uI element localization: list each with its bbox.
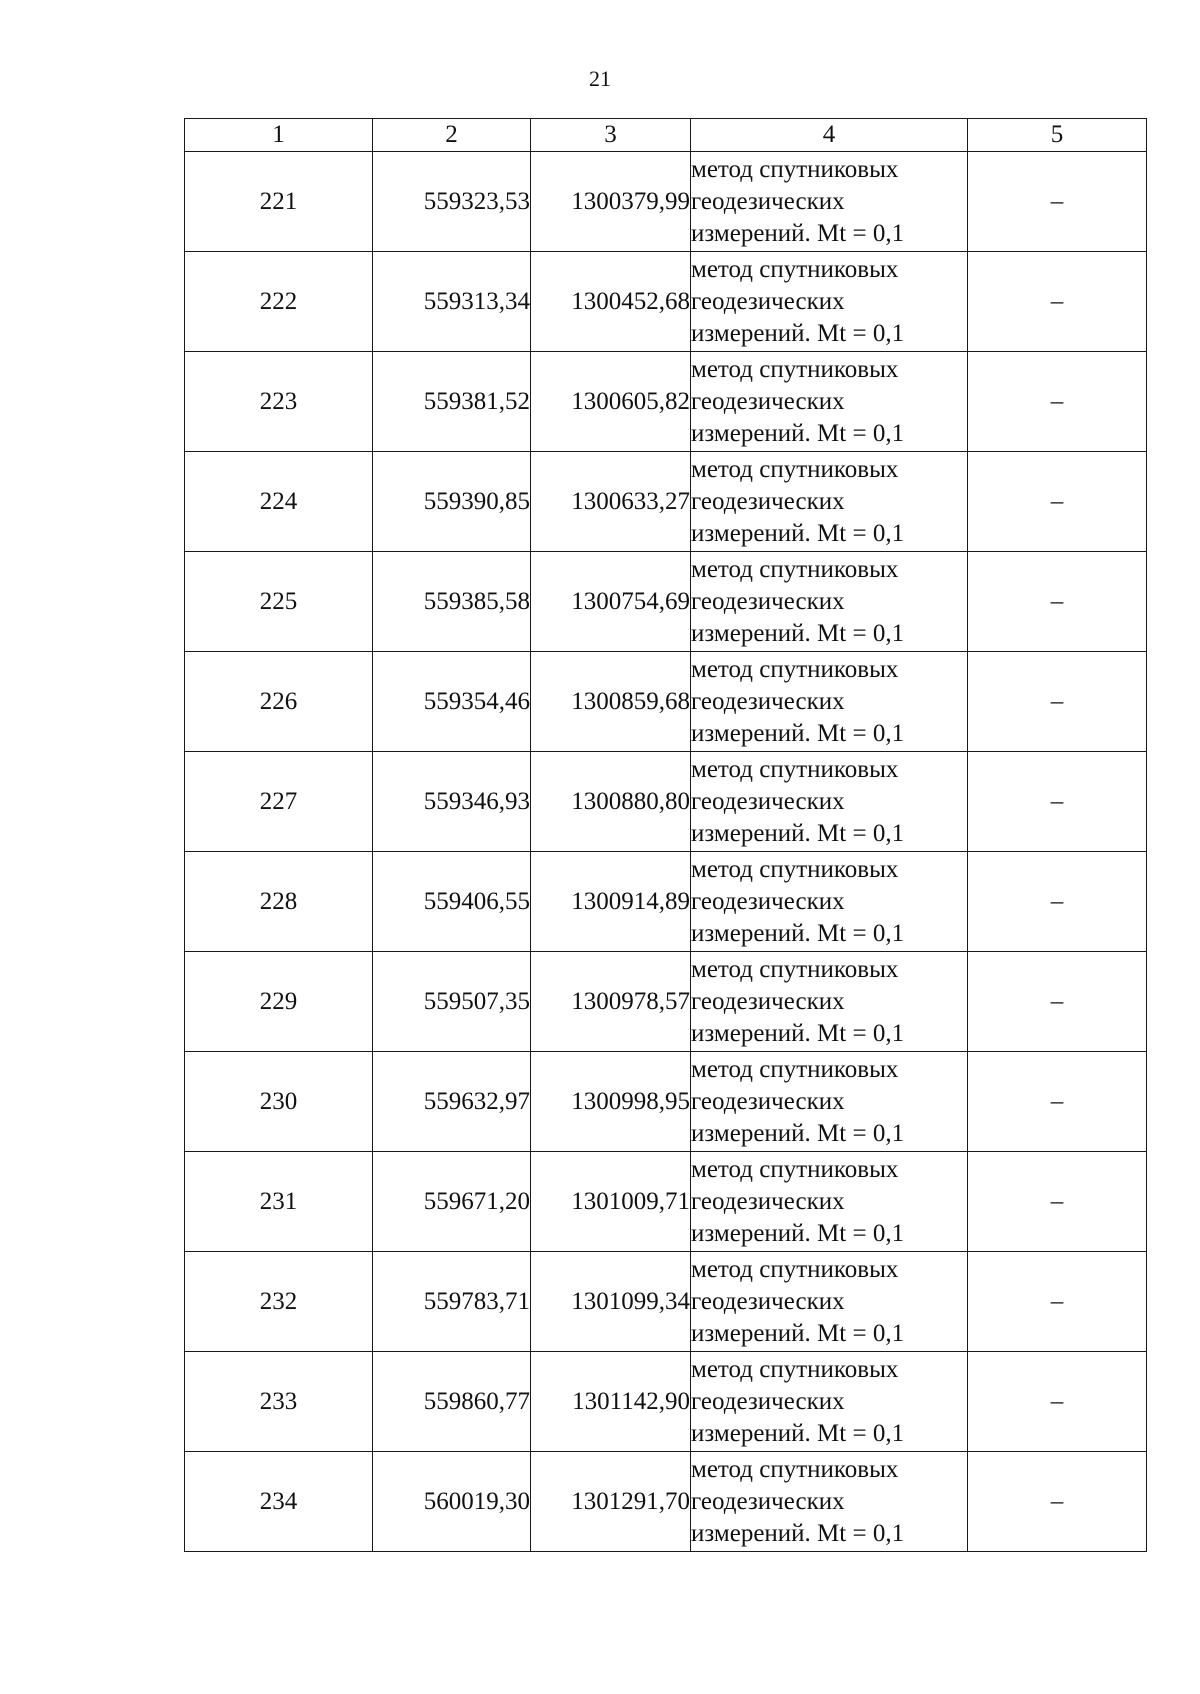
- x-coordinate-cell: 559507,35: [373, 952, 531, 1052]
- note-cell: –: [968, 1452, 1147, 1552]
- point-number-cell: 221: [185, 152, 373, 252]
- column-header-5: 5: [968, 119, 1147, 152]
- y-coordinate-cell: 1300914,89: [531, 852, 691, 952]
- method-cell: метод спутниковых геодезических измерений. Mt = 0,1: [691, 352, 968, 452]
- note-cell: –: [968, 1252, 1147, 1352]
- x-coordinate-cell: 559381,52: [373, 352, 531, 452]
- x-coordinate-cell: 559346,93: [373, 752, 531, 852]
- x-coordinate-cell: 559385,58: [373, 552, 531, 652]
- y-coordinate-cell: 1300452,68: [531, 252, 691, 352]
- point-number-cell: 234: [185, 1452, 373, 1552]
- x-coordinate-cell: 559390,85: [373, 452, 531, 552]
- note-cell: –: [968, 752, 1147, 852]
- table-row: [185, 252, 1147, 352]
- x-coordinate-cell: 559632,97: [373, 1052, 531, 1152]
- y-coordinate-cell: 1300859,68: [531, 652, 691, 752]
- method-cell: метод спутниковых геодезических измерений. Mt = 0,1: [691, 952, 968, 1052]
- table-row: [185, 1452, 1147, 1552]
- column-header-2: 2: [373, 119, 531, 152]
- y-coordinate-cell: 1300754,69: [531, 552, 691, 652]
- method-cell: метод спутниковых геодезических измерений. Mt = 0,1: [691, 1352, 968, 1452]
- column-header-3: 3: [531, 119, 691, 152]
- x-coordinate-cell: 559313,34: [373, 252, 531, 352]
- point-number-cell: 229: [185, 952, 373, 1052]
- column-header-1: 1: [185, 119, 373, 152]
- note-cell: –: [968, 1352, 1147, 1452]
- method-cell: метод спутниковых геодезических измерений. Mt = 0,1: [691, 152, 968, 252]
- method-cell: метод спутниковых геодезических измерений. Mt = 0,1: [691, 1452, 968, 1552]
- method-cell: метод спутниковых геодезических измерений. Mt = 0,1: [691, 1152, 968, 1252]
- method-cell: метод спутниковых геодезических измерений. Mt = 0,1: [691, 752, 968, 852]
- table-row: [185, 352, 1147, 452]
- point-number-cell: 222: [185, 252, 373, 352]
- point-number-cell: 224: [185, 452, 373, 552]
- table-row: [185, 1352, 1147, 1452]
- x-coordinate-cell: 559354,46: [373, 652, 531, 752]
- point-number-cell: 233: [185, 1352, 373, 1452]
- note-cell: –: [968, 652, 1147, 752]
- x-coordinate-cell: 560019,30: [373, 1452, 531, 1552]
- table-body: [185, 152, 1147, 1552]
- note-cell: –: [968, 352, 1147, 452]
- table-row: [185, 1052, 1147, 1152]
- y-coordinate-cell: 1301142,90: [531, 1352, 691, 1452]
- y-coordinate-cell: 1300605,82: [531, 352, 691, 452]
- y-coordinate-cell: 1301099,34: [531, 1252, 691, 1352]
- point-number-cell: 231: [185, 1152, 373, 1252]
- y-coordinate-cell: 1300379,99: [531, 152, 691, 252]
- note-cell: –: [968, 552, 1147, 652]
- table-row: [185, 452, 1147, 552]
- point-number-cell: 226: [185, 652, 373, 752]
- method-cell: метод спутниковых геодезических измерений. Mt = 0,1: [691, 1052, 968, 1152]
- table-row: [185, 952, 1147, 1052]
- table-row: [185, 852, 1147, 952]
- table-header-row: [185, 119, 1147, 152]
- method-cell: метод спутниковых геодезических измерений. Mt = 0,1: [691, 452, 968, 552]
- y-coordinate-cell: 1300633,27: [531, 452, 691, 552]
- x-coordinate-cell: 559783,71: [373, 1252, 531, 1352]
- note-cell: –: [968, 152, 1147, 252]
- point-number-cell: 225: [185, 552, 373, 652]
- method-cell: метод спутниковых геодезических измерений. Mt = 0,1: [691, 1252, 968, 1352]
- y-coordinate-cell: 1300998,95: [531, 1052, 691, 1152]
- method-cell: метод спутниковых геодезических измерений. Mt = 0,1: [691, 852, 968, 952]
- note-cell: –: [968, 452, 1147, 552]
- y-coordinate-cell: 1300978,57: [531, 952, 691, 1052]
- y-coordinate-cell: 1301291,70: [531, 1452, 691, 1552]
- method-cell: метод спутниковых геодезических измерений. Mt = 0,1: [691, 552, 968, 652]
- table-row: [185, 152, 1147, 252]
- note-cell: –: [968, 252, 1147, 352]
- point-number-cell: 227: [185, 752, 373, 852]
- x-coordinate-cell: 559323,53: [373, 152, 531, 252]
- page-number: 21: [589, 66, 611, 91]
- point-number-cell: 230: [185, 1052, 373, 1152]
- note-cell: –: [968, 852, 1147, 952]
- table-row: [185, 552, 1147, 652]
- y-coordinate-cell: 1300880,80: [531, 752, 691, 852]
- note-cell: –: [968, 1152, 1147, 1252]
- table-row: [185, 652, 1147, 752]
- note-cell: –: [968, 952, 1147, 1052]
- method-cell: метод спутниковых геодезических измерений. Mt = 0,1: [691, 252, 968, 352]
- y-coordinate-cell: 1301009,71: [531, 1152, 691, 1252]
- column-header-4: 4: [691, 119, 968, 152]
- x-coordinate-cell: 559860,77: [373, 1352, 531, 1452]
- coordinates-table: [184, 118, 1147, 1552]
- point-number-cell: 228: [185, 852, 373, 952]
- table-row: [185, 1152, 1147, 1252]
- point-number-cell: 232: [185, 1252, 373, 1352]
- note-cell: –: [968, 1052, 1147, 1152]
- point-number-cell: 223: [185, 352, 373, 452]
- table-row: [185, 1252, 1147, 1352]
- method-cell: метод спутниковых геодезических измерений. Mt = 0,1: [691, 652, 968, 752]
- table-row: [185, 752, 1147, 852]
- x-coordinate-cell: 559406,55: [373, 852, 531, 952]
- x-coordinate-cell: 559671,20: [373, 1152, 531, 1252]
